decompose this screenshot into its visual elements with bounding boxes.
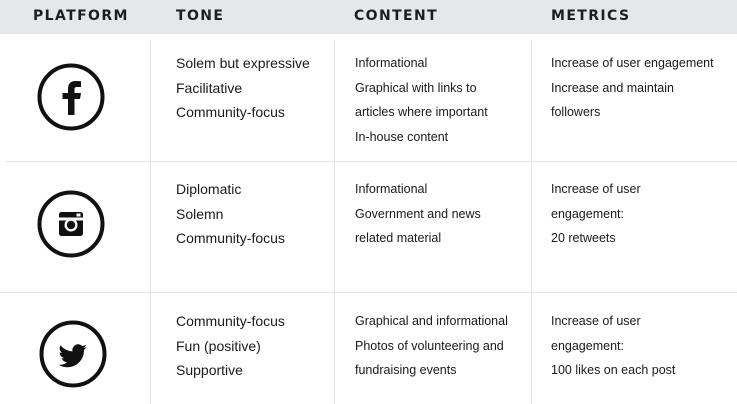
row-1-tone <box>176 51 310 125</box>
tone-line: Facilitative <box>176 79 243 96</box>
column-divider <box>531 40 532 404</box>
tone-line: Community-focus <box>176 104 285 120</box>
facebook-icon <box>37 63 105 131</box>
content-line: Government and news <box>355 206 481 221</box>
column-divider <box>334 40 335 404</box>
content-line: Informational <box>355 182 428 196</box>
tone-line: Diplomatic <box>176 181 242 197</box>
metrics-line: 20 retweets <box>551 231 616 245</box>
row-3-content <box>355 309 508 383</box>
tone-line: Fun (positive) <box>176 337 261 354</box>
metrics-line: Increase of user <box>551 182 641 196</box>
metrics-line: Increase of user <box>551 314 641 328</box>
content-line: Photos of volunteering and <box>355 338 504 353</box>
metrics-line: engagement: <box>551 206 624 221</box>
row-2-tone <box>176 177 285 251</box>
row-2-content <box>355 177 481 251</box>
tone-line: Supportive <box>176 362 243 378</box>
content-line: Graphical with links to <box>355 80 477 95</box>
content-line: related material <box>355 231 442 245</box>
row-3-metrics <box>551 309 675 383</box>
content-line: Informational <box>355 56 428 70</box>
content-line: articles where important <box>355 105 488 119</box>
header-platform: PLATFORM <box>33 8 129 24</box>
header-metrics: METRICS <box>551 8 631 24</box>
content-line: Graphical and informational <box>355 314 508 328</box>
row-3-tone <box>176 309 285 383</box>
tone-line: Community-focus <box>176 230 285 246</box>
metrics-line: Increase of user engagement <box>551 56 714 70</box>
instagram-icon <box>37 190 105 258</box>
column-divider <box>150 40 151 404</box>
metrics-line: Increase and maintain <box>551 80 674 95</box>
tone-line: Solem but expressive <box>176 55 310 71</box>
metrics-line: 100 likes on each post <box>551 363 676 377</box>
row-1-content <box>355 51 488 149</box>
metrics-line: followers <box>551 105 601 119</box>
tone-line: Community-focus <box>176 313 285 329</box>
content-line: In-house content <box>355 129 449 144</box>
tone-line: Solemn <box>176 205 224 222</box>
header-tone: TONE <box>176 8 225 24</box>
table-header <box>0 0 737 34</box>
twitter-icon <box>39 320 107 388</box>
metrics-line: engagement: <box>551 338 624 353</box>
content-line: fundraising events <box>355 363 457 377</box>
header-content: CONTENT <box>354 8 439 24</box>
row-2-metrics <box>551 177 641 251</box>
row-divider <box>0 292 737 293</box>
row-divider <box>6 161 737 162</box>
row-1-metrics <box>551 51 714 125</box>
